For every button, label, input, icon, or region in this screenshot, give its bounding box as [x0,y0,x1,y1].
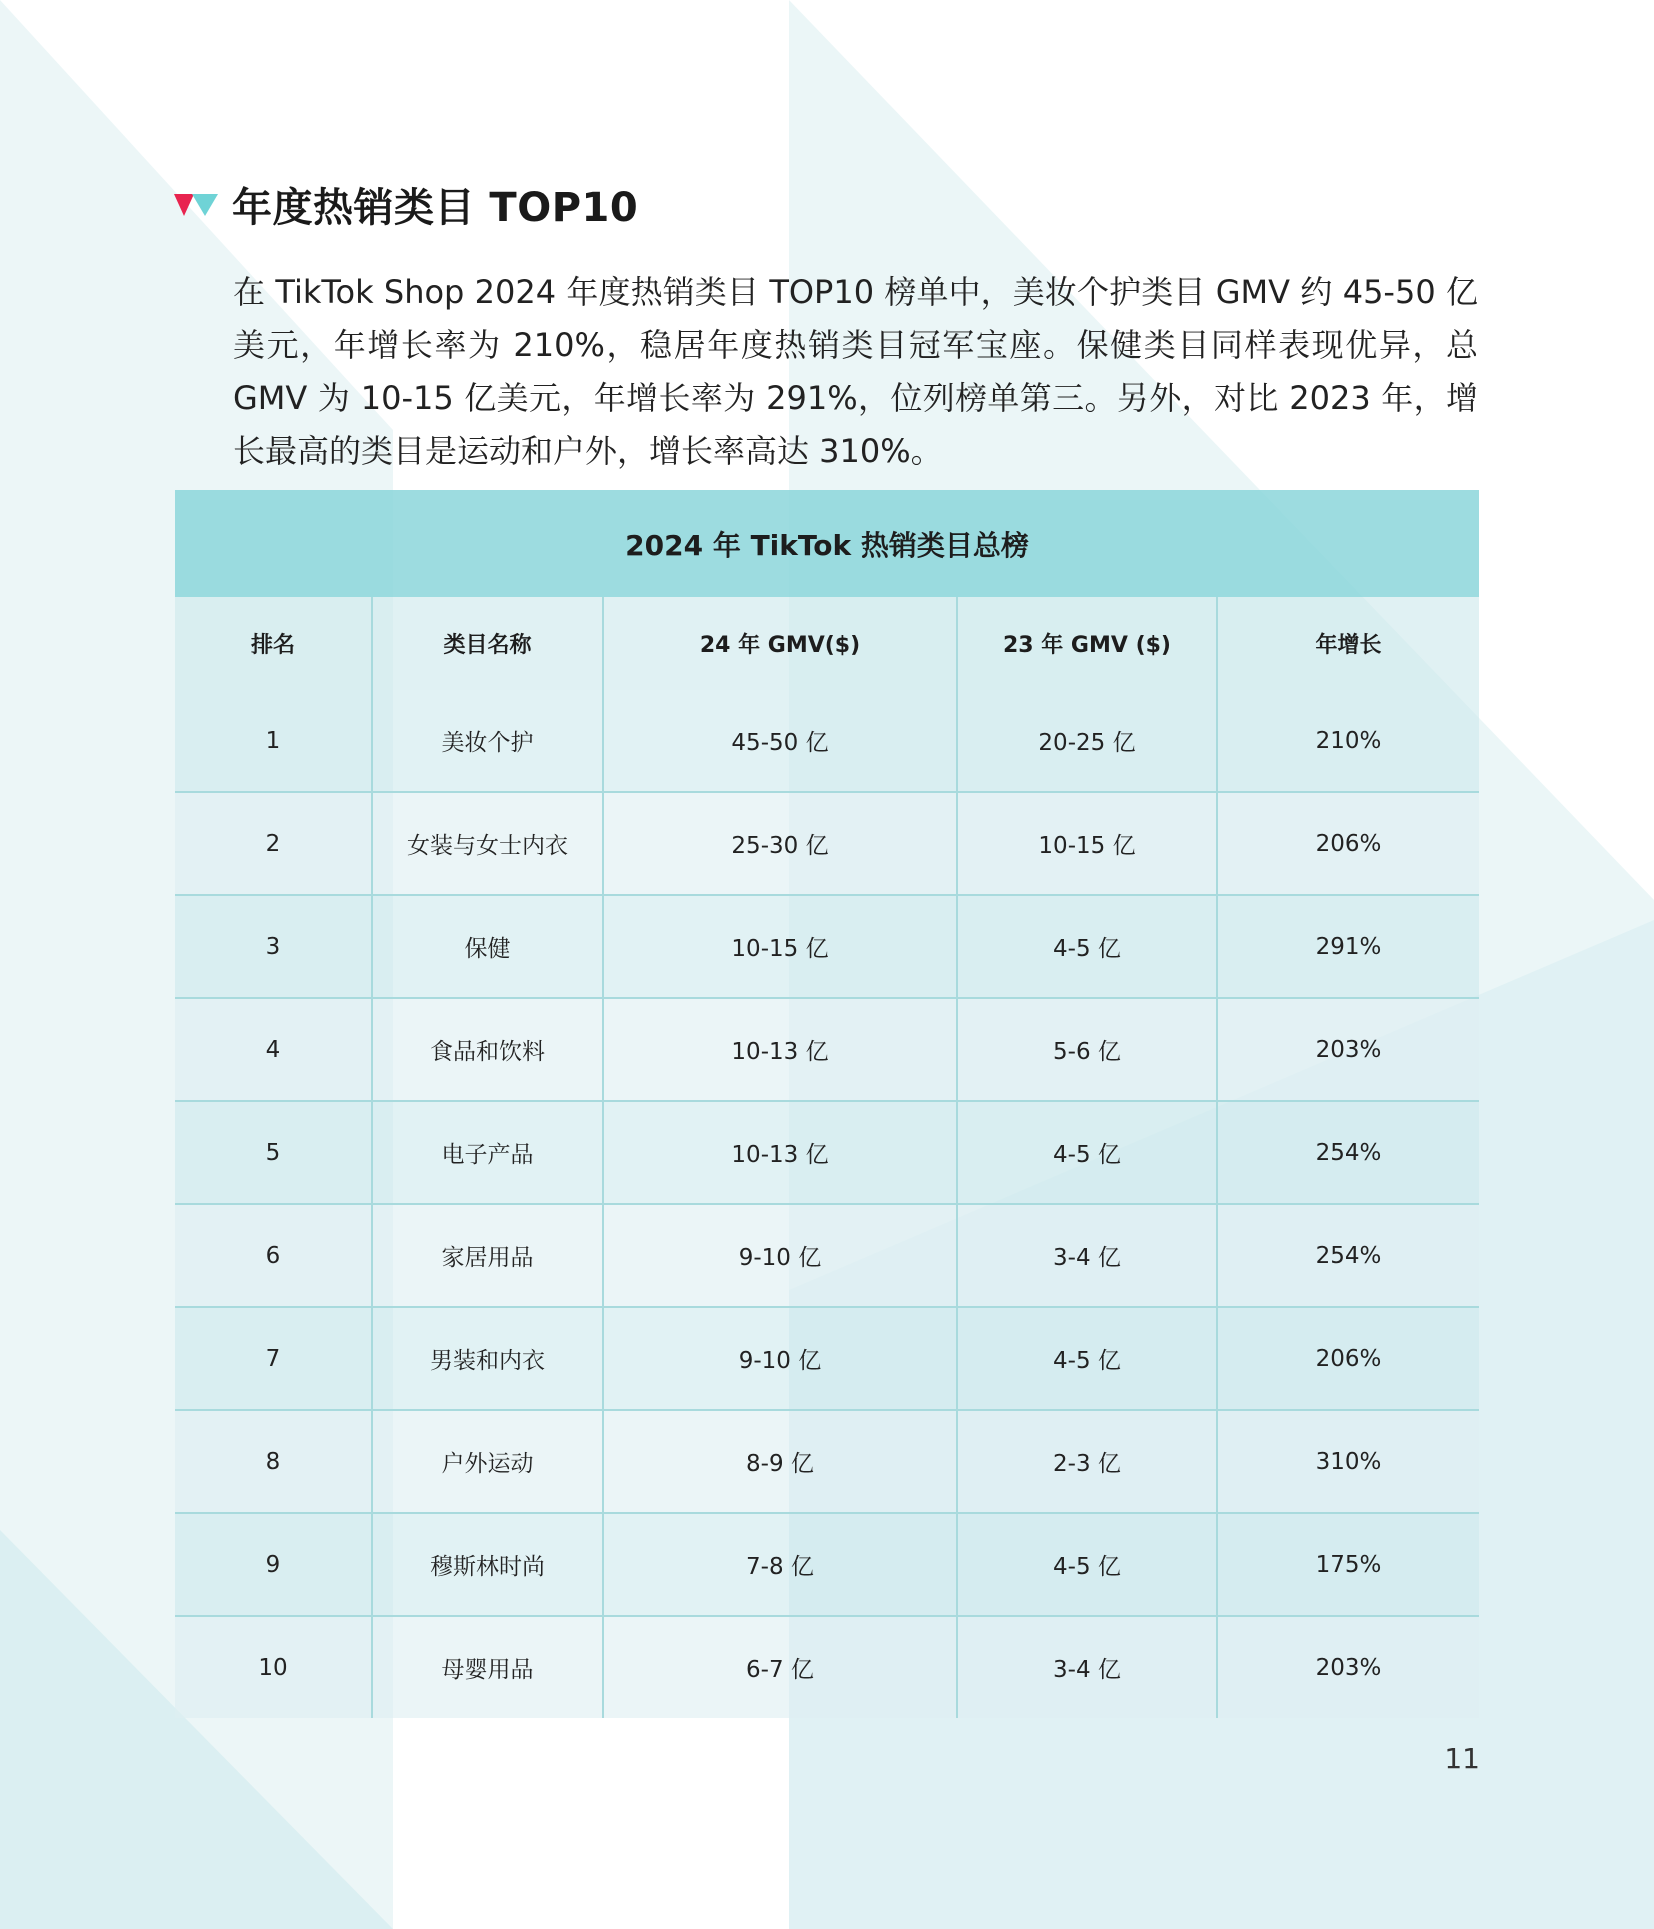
growth-cell: 291% [1217,895,1479,998]
table-header-row [175,597,1479,690]
rank-cell: 3 [175,895,372,998]
column-header-growth: 年增长 [1217,597,1479,690]
gmv-2024-cell: 10-15 亿 [603,895,957,998]
growth-cell: 210% [1217,690,1479,792]
category-cell: 家居用品 [372,1204,603,1307]
table-row [175,1307,1479,1410]
rank-cell: 9 [175,1513,372,1616]
table-row [175,1616,1479,1718]
gmv-2024-cell: 9-10 亿 [603,1307,957,1410]
table-row [175,895,1479,998]
gmv-2024-cell: 7-8 亿 [603,1513,957,1616]
column-header-gmv-2023: 23 年 GMV ($) [957,597,1217,690]
category-cell: 男装和内衣 [372,1307,603,1410]
gmv-2023-cell: 20-25 亿 [957,690,1217,792]
category-cell: 美妆个护 [372,690,603,792]
category-cell: 电子产品 [372,1101,603,1204]
gmv-2024-cell: 9-10 亿 [603,1204,957,1307]
gmv-2023-cell: 3-4 亿 [957,1204,1217,1307]
table-row [175,1410,1479,1513]
table-row [175,1513,1479,1616]
growth-cell: 254% [1217,1204,1479,1307]
growth-cell: 254% [1217,1101,1479,1204]
gmv-2024-cell: 10-13 亿 [603,998,957,1101]
table-row [175,1101,1479,1204]
growth-cell: 206% [1217,792,1479,895]
gmv-2023-cell: 3-4 亿 [957,1616,1217,1718]
column-header-category: 类目名称 [372,597,603,690]
gmv-2023-cell: 2-3 亿 [957,1410,1217,1513]
intro-paragraph: 在 TikTok Shop 2024 年度热销类目 TOP10 榜单中，美妆个护类目 GMV 约 45-50 亿美元，年增长率为 210%，稳居年度热销类目冠军宝座。保健类目同样表现优异，总 GMV 为 10-15 亿美元，年增长率为 291%，位列榜单第三。另外，对比 2023 年，增长最高的类目是运动和户外，增长率高达 310%。 [233,273,1478,470]
table-row [175,690,1479,792]
gmv-2023-cell: 4-5 亿 [957,1307,1217,1410]
gmv-2023-cell: 4-5 亿 [957,895,1217,998]
section-title: 年度热销类目 TOP10 [232,185,639,231]
table-row [175,998,1479,1101]
column-header-rank: 排名 [175,597,372,690]
rank-cell: 5 [175,1101,372,1204]
growth-cell: 310% [1217,1410,1479,1513]
gmv-2023-cell: 4-5 亿 [957,1513,1217,1616]
rank-cell: 1 [175,690,372,792]
growth-cell: 206% [1217,1307,1479,1410]
gmv-2023-cell: 4-5 亿 [957,1101,1217,1204]
category-cell: 穆斯林时尚 [372,1513,603,1616]
gmv-2024-cell: 10-13 亿 [603,1101,957,1204]
rank-cell: 2 [175,792,372,895]
rank-cell: 10 [175,1616,372,1718]
rank-cell: 8 [175,1410,372,1513]
column-header-gmv-2024: 24 年 GMV($) [603,597,957,690]
page-number: 11 [1444,1742,1480,1775]
gmv-2024-cell: 6-7 亿 [603,1616,957,1718]
category-cell: 母婴用品 [372,1616,603,1718]
category-cell: 女装与女士内衣 [372,792,603,895]
growth-cell: 203% [1217,1616,1479,1718]
gmv-2023-cell: 10-15 亿 [957,792,1217,895]
gmv-2024-cell: 45-50 亿 [603,690,957,792]
rank-cell: 6 [175,1204,372,1307]
category-ranking-table [175,490,1479,1718]
table-title: 2024 年 TikTok 热销类目总榜 [175,490,1479,597]
gmv-2024-cell: 25-30 亿 [603,792,957,895]
growth-cell: 203% [1217,998,1479,1101]
table-row [175,792,1479,895]
table-row [175,1204,1479,1307]
gmv-2023-cell: 5-6 亿 [957,998,1217,1101]
triangle-marker-icon [174,190,220,220]
category-cell: 户外运动 [372,1410,603,1513]
rank-cell: 4 [175,998,372,1101]
table-title-row [175,490,1479,597]
growth-cell: 175% [1217,1513,1479,1616]
category-cell: 食品和饮料 [372,998,603,1101]
section-header [174,176,638,233]
gmv-2024-cell: 8-9 亿 [603,1410,957,1513]
rank-cell: 7 [175,1307,372,1410]
category-cell: 保健 [372,895,603,998]
